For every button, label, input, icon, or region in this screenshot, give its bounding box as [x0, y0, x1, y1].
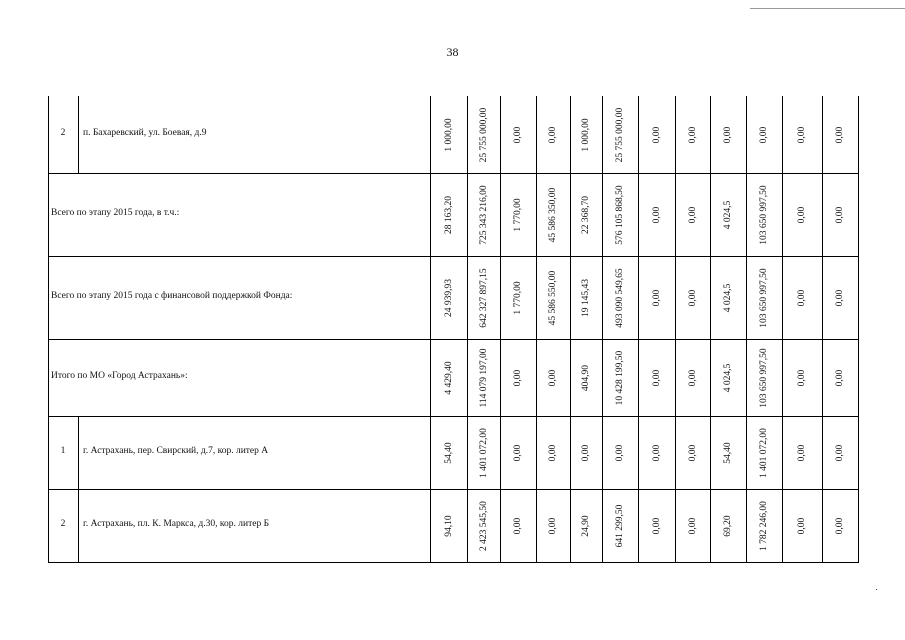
value-text: 0,00: [797, 289, 807, 306]
value-text: 0,00: [513, 126, 523, 143]
value-text: 0,00: [835, 126, 845, 143]
row-divider: [48, 489, 859, 490]
value-text: 0,00: [797, 369, 807, 386]
value-text: 103 650 997,50: [759, 184, 769, 245]
header-rule: [750, 8, 905, 9]
row-divider: [48, 339, 859, 340]
summary-label: Всего по этапу 2015 года с финансовой поддержкой Фонда:: [51, 290, 293, 301]
value-text: 0,00: [687, 206, 698, 223]
table-border-right: [858, 96, 859, 562]
value-text: 0,00: [548, 369, 558, 386]
value-text: 24,90: [581, 514, 591, 537]
value-text: 1 782 246,00: [759, 500, 769, 551]
value-col-divider: [710, 96, 711, 562]
row-divider: [48, 256, 859, 257]
value-text: 0,00: [835, 517, 845, 534]
address-cell: г. Астрахань, пл. К. Маркса, д.30, кор. литер Б: [83, 518, 270, 529]
value-text: 0,00: [687, 444, 698, 461]
value-text: 0,00: [687, 289, 698, 306]
value-col-divider: [822, 96, 823, 562]
value-text: 0,00: [797, 206, 807, 223]
num-col-divider: [78, 489, 79, 562]
value-text: 0,00: [651, 126, 662, 143]
value-col-divider: [467, 96, 468, 562]
value-text: 0,00: [835, 369, 845, 386]
value-text: 0,00: [548, 126, 558, 143]
value-text: 725 343 216,00: [478, 184, 489, 245]
value-col-divider: [782, 96, 783, 562]
address-cell: п. Бахаревский, ул. Боевая, д.9: [83, 127, 207, 138]
value-text: 0,00: [835, 206, 845, 223]
value-text: 54,40: [443, 441, 454, 464]
value-text: 0,00: [651, 369, 662, 386]
value-text: 4 024,5: [723, 283, 733, 312]
value-col-divider: [430, 96, 431, 562]
value-text: 0,00: [723, 126, 733, 143]
value-col-divider: [536, 96, 537, 562]
row-number: 2: [60, 127, 66, 138]
value-col-divider: [602, 96, 603, 562]
value-col-divider: [746, 96, 747, 562]
value-text: 25 755 000,00: [615, 107, 625, 162]
value-text: 1 770,00: [513, 197, 523, 232]
value-col-divider: [570, 96, 571, 562]
value-text: 1 000,00: [581, 117, 591, 152]
value-text: 641 299,50: [615, 504, 625, 547]
value-text: 103 650 997,50: [759, 267, 769, 328]
value-text: 19 145,43: [581, 278, 591, 317]
value-col-divider: [638, 96, 639, 562]
value-text: 0,00: [548, 444, 558, 461]
row-divider: [48, 173, 859, 174]
value-text: 22 368,70: [581, 195, 591, 234]
value-text: 642 327 897,15: [478, 267, 489, 328]
row-divider: [48, 416, 859, 417]
page-number: 38: [446, 45, 459, 59]
value-text: 4 024,5: [723, 200, 733, 229]
value-text: 0,00: [651, 444, 662, 461]
value-text: 1 000,00: [443, 117, 454, 152]
value-text: 0,00: [513, 517, 523, 534]
value-text: 4 024,5: [723, 363, 733, 392]
value-text: 0,00: [687, 369, 698, 386]
value-text: 69,20: [723, 514, 733, 537]
address-cell: г. Астрахань, пер. Свирский, д.7, кор. литер А: [83, 445, 269, 456]
num-col-divider: [78, 416, 79, 489]
summary-label: Всего по этапу 2015 года, в т.ч.:: [51, 207, 180, 218]
value-text: 114 079 197,00: [478, 347, 489, 408]
row-number: 2: [60, 518, 66, 529]
value-text: 45 586 350,00: [548, 187, 558, 242]
value-text: 0,00: [835, 289, 845, 306]
value-text: 0,00: [651, 517, 662, 534]
value-text: 0,00: [581, 444, 591, 461]
value-text: 103 650 997,50: [759, 347, 769, 408]
value-text: 54,40: [723, 441, 733, 464]
value-text: 493 090 549,65: [615, 267, 625, 328]
row-number: 1: [60, 445, 66, 456]
value-text: 0,00: [651, 289, 662, 306]
value-text: 0,00: [797, 444, 807, 461]
value-text: 0,00: [615, 444, 625, 461]
num-col-divider: [78, 96, 79, 173]
table-border-left: [48, 96, 49, 562]
summary-label: Итого по МО «Город Астрахань»:: [51, 370, 188, 381]
value-text: 10 428 199,50: [615, 350, 625, 405]
value-text: 1 770,00: [513, 280, 523, 315]
value-text: 0,00: [513, 369, 523, 386]
value-col-divider: [500, 96, 501, 562]
value-text: 0,00: [548, 517, 558, 534]
value-text: 1 401 072,00: [759, 427, 769, 478]
value-text: 45 586 550,00: [548, 270, 558, 325]
value-text: 404,90: [581, 364, 591, 391]
value-text: 0,00: [759, 126, 769, 143]
scan-speck: [876, 589, 877, 590]
value-col-divider: [675, 96, 676, 562]
value-text: 28 163,20: [443, 195, 454, 234]
value-text: 0,00: [797, 126, 807, 143]
value-text: 24 939,93: [443, 278, 454, 317]
row-divider: [48, 562, 859, 563]
value-text: 0,00: [687, 517, 698, 534]
value-text: 576 105 868,50: [615, 184, 625, 245]
value-text: 94,10: [443, 514, 454, 537]
value-text: 4 429,40: [443, 360, 454, 395]
value-text: 0,00: [835, 444, 845, 461]
value-text: 1 401 072,00: [478, 427, 489, 478]
value-text: 0,00: [687, 126, 698, 143]
value-text: 0,00: [651, 206, 662, 223]
value-text: 0,00: [513, 444, 523, 461]
value-text: 0,00: [797, 517, 807, 534]
value-text: 25 755 000,00: [478, 107, 489, 162]
value-text: 2 423 545,50: [478, 500, 489, 551]
